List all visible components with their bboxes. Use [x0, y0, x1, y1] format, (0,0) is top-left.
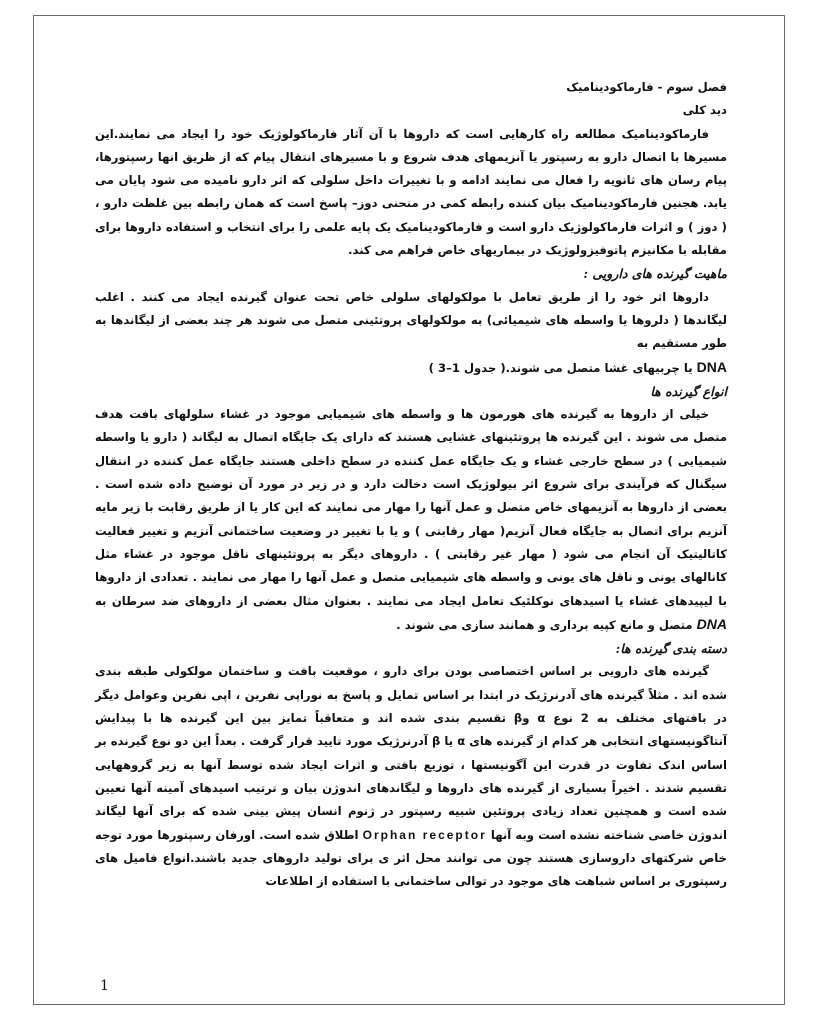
- section-heading-classification: دسته بندی گیرنده ها:: [615, 641, 727, 657]
- paragraph-receptor-nature-tail: یا چربیهای غشا متصل می شوند.( جدول 1–3 ): [428, 360, 693, 375]
- section-heading-receptor-types: انواع گیرنده ها: [650, 383, 727, 399]
- chapter-title: فصل سوم - فارماکودینامیک: [566, 80, 727, 94]
- paragraph-receptor-nature-text: داروها اثر خود را از طریق تعامل با مولکولهای سلولی خاص تحت عنوان گیرنده ایجاد می کنند . اغلب لیگاندها ( دلروها یا واسطه های شیمیائی) به مولکولهای پروتئینی متصل می شوند هر چند بعضی از لیگاندها به طور مستقیم به: [95, 289, 727, 351]
- paragraph-receptor-nature: [95, 286, 727, 380]
- orphan-receptor-term: Orphan receptor: [362, 827, 487, 842]
- paragraph-receptor-types-tail: متصل و مانع کپیه برداری و همانند سازی می شوند .: [396, 617, 693, 632]
- section-heading-receptor-nature: ماهیت گیرنده های دارویی :: [583, 266, 727, 282]
- dna-term: DNA: [696, 358, 727, 375]
- paragraph-classification: [95, 660, 727, 893]
- page-number: 1: [100, 978, 109, 994]
- paragraph-receptor-types: [95, 403, 727, 637]
- document-body: [95, 76, 727, 893]
- dna-term-italic: DNA: [696, 615, 727, 632]
- paragraph-classification-text: گیرنده های دارویی بر اساس اختصاصی بودن برای دارو ، موقعیت بافت و ساختمان مولکولی طبقه بندی شده اند . مثلاً گیرنده های آدرنرژیک در ابتدا بر اساس تمایل و پاسخ به نوراپی نفرین ، اپی نفرین وعوامل دیگر در بافتهای مختلف به 2 نوع α وβ تقسیم بندی شده اند و متعاقباً تمایز بین این گیرنده ها با پیدایش آنتاگونیستهای انتخابی هر کدام از گیرنده های α یا β آدرنرژیک مورد تایید قرار گرفت . بعداً این دو نوع گیرنده بر اساس اندک تفاوت در قدرت این آگونیستها ، توزیع بافتی و اثرات ایجاد شده توسط آنها به زیر گروههایی تقسیم شدند . اخیراً بسیاری از گیرنده های داروها و لیگاندهای اندوژن بیان و ترتیب اسیدهای آمینه آنها تعیین شده است و همچنین تعداد زیادی پروتئین شبیه رسپتور در ژنوم انسان پیش بینی شده که برای آنها لیگاند اندوژن خاصی شناخته نشده است وبه آنها: [95, 664, 728, 842]
- paragraph-receptor-types-text: خیلی از داروها به گیرنده های هورمون ها و واسطه های شیمیایی موجود در غشاء سلولهای بافت هدف متصل می شوند . این گیرنده ها پروتئینهای غشایی هستند که دارای یک جایگاه اتصال به لیگاند ( دارو یا واسطه شیمیایی ) در سطح خارجی غشاء و یک جایگاه عمل کننده در سطح داخلی هستند جایگاه عمل کننده در انتقال سیگنال که فرآیندی برای شروع اثر بیولوژیک است دخالت دارد و در زیر در مورد آن توضیح داده شده است . بعضی از داروها به آنزیمهای خاص متصل و عمل آنها را مهار می نمایند که این کار یا از طریق رقابت با زیر مایه آنزیم برای اتصال به جایگاه فعال آنزیم( مهار رقابتی ) و یا با تغییر در وضعیت ساختمانی آنزیم و تغییر فعالیت کاتالیتیک آن انجام می شود ( مهار غیر رقابتی ) . داروهای دیگر به پروتئینهای ناقل موجود در غشاء مثل کانالهای یونی و ناقل های یونی و واسطه های شیمیایی متصل و عمل آنها را مهار می نمایند . تعدادی از داروها با لیپیدهای غشاء یا اسیدهای نوکلئیک تعامل ایجاد می نمایند . بعنوان مثال بعضی از داروهای ضد سرطان به: [95, 407, 727, 608]
- paragraph-classification-tail: اطلاق شده است. اورفان رسپتورها مورد توجه خاص شرکتهای داروسازی هستند چون می توانند محل اثر ی برای تولید داروهای جدید باشند.انواع فامیل های رسپتوری بر اساس شباهت های موجود در توالی ساختمانی با استفاده از اطلاعات: [95, 827, 727, 889]
- overview-heading: دید کلی: [682, 103, 727, 118]
- paragraph-intro: فارماکودینامیک مطالعه راه کارهایی است که داروها با آن آثار فارماکولوژیک خود را ایجاد می نمایند.این مسیرها با اتصال دارو به رسپتور یا آنزیمهای هدف شروع و با مسیرهای انتقال پیام که از ظریق انها رسپتورها، پیام رسان های ثانویه را فعال می نمایند ادامه و با تغییرات داخل سلولی که اثر دارو نامیده می شود پایان می یابد. هجنین فارماکودینامیک بیان کننده رابطه کمی در منحنی دوز– پاسخ است که همان رابطه بین غلظت دارو ، ( دوز ) و اثرات فارماکولوژیک دارو است و فارماکودینامیک یک پایه علمی را برای انتخاب و استفاده داروها برای مقابله با مکانیزم پاتوفیزولوژیک در بیماریهای خاص فراهم می کند.: [95, 126, 727, 258]
